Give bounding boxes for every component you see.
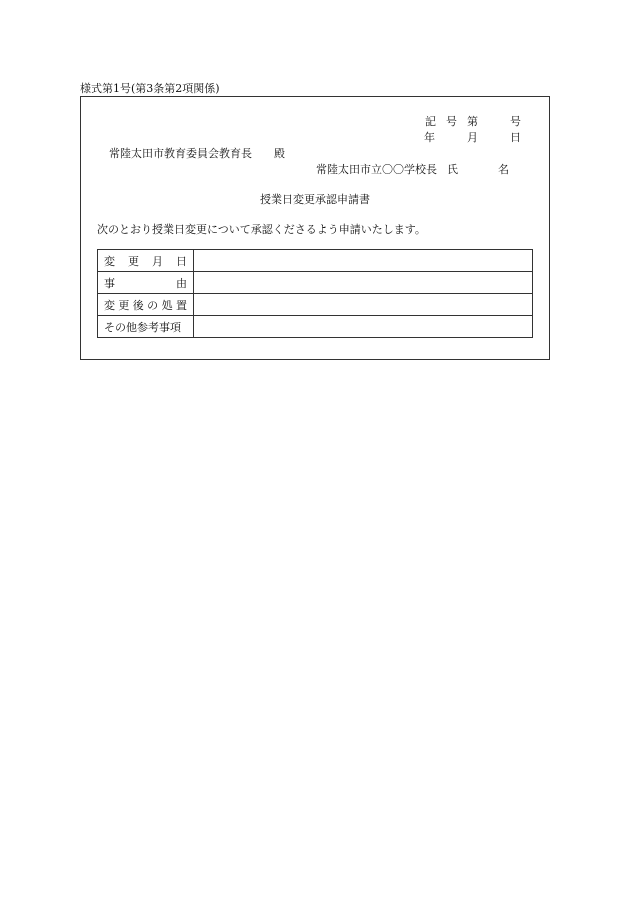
form-number-label: 様式第1号(第3条第2項関係) bbox=[80, 82, 220, 95]
row-value-field[interactable] bbox=[194, 316, 533, 338]
applicant-title: 常陸太田市立〇〇学校長 bbox=[316, 163, 437, 176]
table-row bbox=[98, 316, 533, 338]
date-year: 年 bbox=[424, 131, 435, 144]
table-row bbox=[98, 250, 533, 272]
row-label bbox=[98, 272, 194, 294]
row-label bbox=[98, 294, 194, 316]
reference-ki: 記 bbox=[425, 115, 436, 128]
date-line bbox=[424, 129, 521, 145]
date-day: 日 bbox=[510, 131, 521, 144]
row-label-char: 事 bbox=[104, 276, 115, 290]
row-label-char: 処 bbox=[161, 298, 173, 312]
row-label bbox=[98, 250, 194, 272]
row-label-char: その他参考事項 bbox=[104, 320, 181, 334]
row-value-field[interactable] bbox=[194, 250, 533, 272]
applicant-line bbox=[316, 161, 509, 177]
reference-go-suffix: 号 bbox=[510, 115, 521, 128]
row-label-char: 後 bbox=[132, 298, 144, 312]
reference-go: 号 bbox=[446, 115, 457, 128]
row-label-char: の bbox=[147, 298, 159, 312]
row-label-char: 月 bbox=[152, 254, 163, 268]
row-label-char: 変 bbox=[104, 298, 115, 312]
table-row bbox=[98, 272, 533, 294]
date-month: 月 bbox=[467, 131, 478, 144]
row-label-char: 日 bbox=[176, 254, 187, 268]
addressee-name: 常陸太田市教育委員会教育長 bbox=[109, 147, 252, 160]
details-table bbox=[97, 249, 533, 338]
table-row bbox=[98, 294, 533, 316]
applicant-shi: 氏 bbox=[447, 163, 458, 176]
row-label-char: 更 bbox=[128, 254, 139, 268]
request-statement: 次のとおり授業日変更について承認くださるよう申請いたします。 bbox=[97, 223, 426, 236]
row-label-char: 更 bbox=[118, 298, 130, 312]
row-label bbox=[98, 316, 194, 338]
row-label-char: 変 bbox=[104, 254, 115, 268]
reference-dai: 第 bbox=[467, 115, 478, 128]
row-label-char: 置 bbox=[175, 298, 187, 312]
addressee-line bbox=[109, 145, 285, 161]
row-value-field[interactable] bbox=[194, 272, 533, 294]
applicant-mei: 名 bbox=[498, 163, 509, 176]
document-title: 授業日変更承認申請書 bbox=[260, 193, 370, 206]
reference-number-line bbox=[425, 113, 521, 129]
application-form-frame bbox=[80, 96, 550, 360]
row-value-field[interactable] bbox=[194, 294, 533, 316]
row-label-char: 由 bbox=[176, 276, 187, 290]
addressee-honorific: 殿 bbox=[274, 147, 285, 160]
